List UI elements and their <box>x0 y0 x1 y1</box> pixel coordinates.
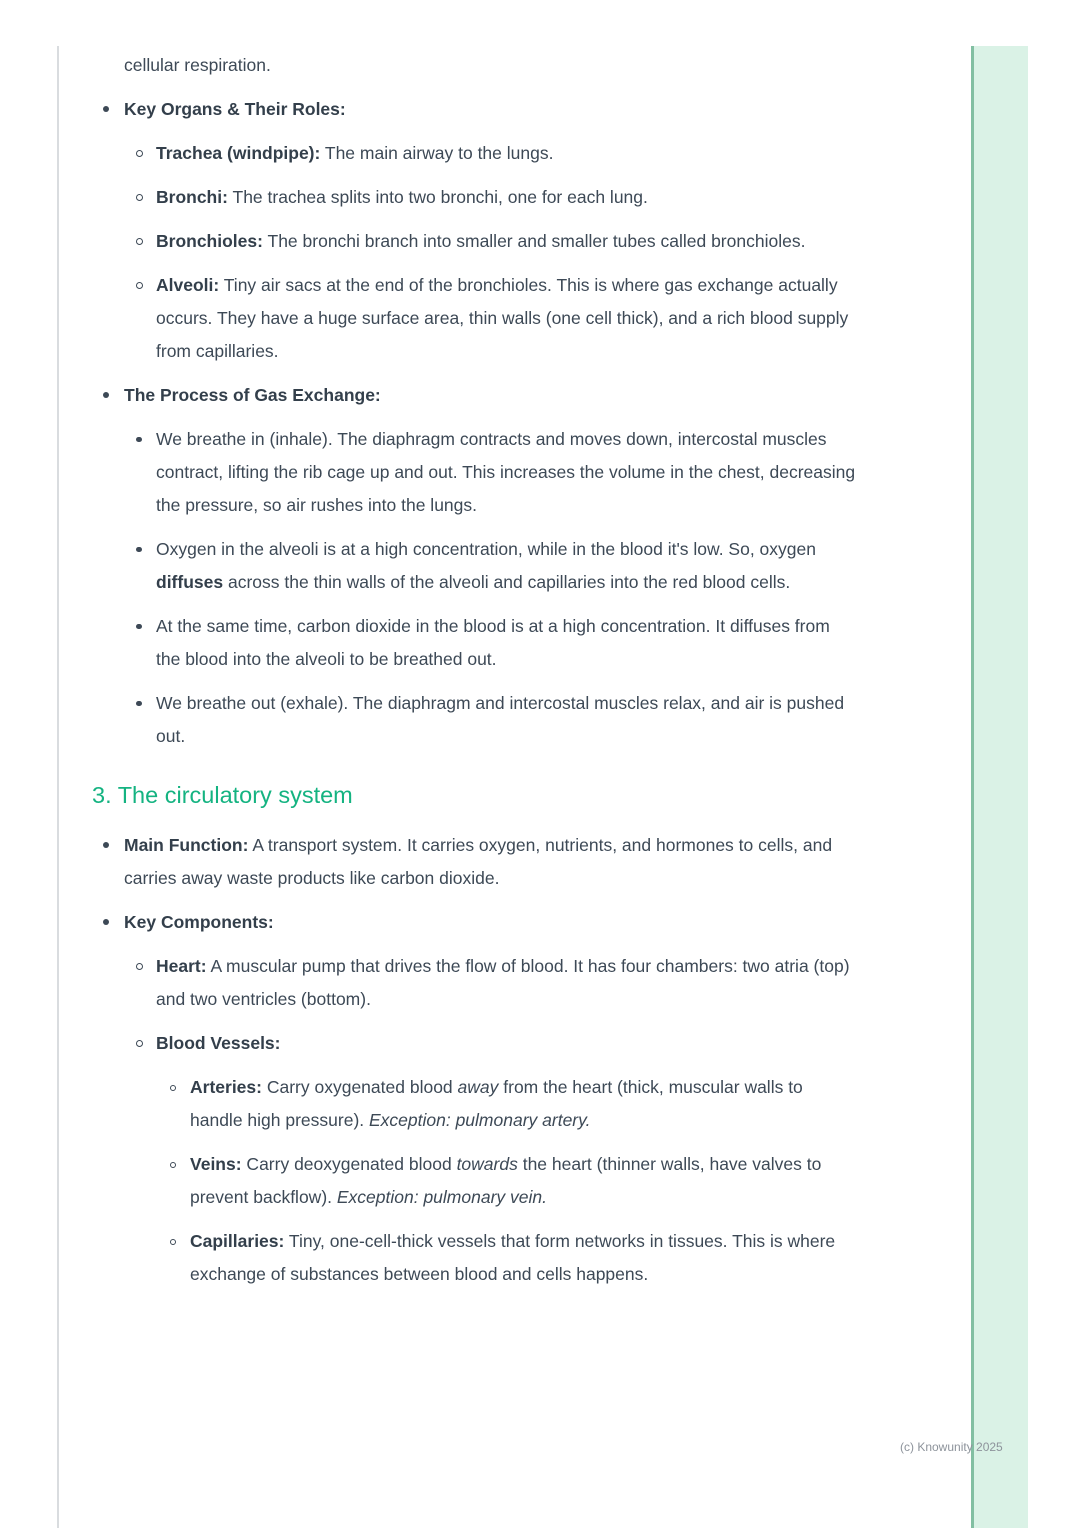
bullet-marker-icon <box>103 392 109 398</box>
text-run: We breathe in (inhale). The diaphragm contracts and moves down, intercostal muscles contract, lifting the rib cage up and out. This increases the volume in the chest, decreasing the pressure, so air rushes into the lungs. <box>156 429 856 515</box>
text-run: Key Components: <box>124 912 274 932</box>
text-run: from the heart (thick, muscular walls to handle high pressure). <box>190 1077 803 1130</box>
text-run: 3. The circulatory system <box>92 782 353 808</box>
text-run: diffuses <box>156 572 224 592</box>
section-heading <box>0 780 1080 810</box>
bullet-marker-icon <box>136 701 142 707</box>
text-run: the heart (thinner walls, have valves to prevent backflow). <box>190 1154 822 1207</box>
text-run: Oxygen in the alveoli is at a high concentration, while in the blood it's low. So, oxygen <box>156 539 816 559</box>
bullet-marker-icon <box>136 1040 143 1047</box>
text-run: Tiny, one-cell-thick vessels that form networks in tissues. This is where exchange of substances between blood and cells happens. <box>190 1231 836 1284</box>
list-item <box>0 1148 1080 1214</box>
bullet-marker-icon <box>103 842 109 848</box>
continuation-line <box>0 49 1080 82</box>
text-run: towards <box>456 1154 518 1174</box>
list-item <box>0 181 1080 214</box>
bullet-marker-icon <box>136 437 142 443</box>
text-run: Blood Vessels: <box>156 1033 281 1053</box>
text-run: The main airway to the lungs. <box>320 143 554 163</box>
text-run: Exception: pulmonary vein. <box>336 1187 547 1207</box>
bullet-marker-icon <box>136 194 143 201</box>
document-content <box>0 49 1080 1302</box>
bullet-marker-icon <box>136 282 143 289</box>
text-run: A muscular pump that drives the flow of blood. It has four chambers: two atria (top) and two ventricles (bottom). <box>156 956 850 1009</box>
list-item <box>0 950 1080 1016</box>
list-item <box>0 829 1080 895</box>
text-run: Exception: pulmonary artery. <box>369 1110 591 1130</box>
bullet-marker-icon <box>136 150 143 157</box>
list-item <box>0 379 1080 412</box>
list-item <box>0 137 1080 170</box>
list-item <box>0 225 1080 258</box>
list-item <box>0 269 1080 368</box>
text-run: Key Organs & Their Roles: <box>124 99 346 119</box>
text-run: Bronchi: <box>156 187 228 207</box>
bullet-marker-icon <box>103 106 109 112</box>
list-item <box>0 1071 1080 1137</box>
text-run: Heart: <box>156 956 207 976</box>
list-item <box>0 906 1080 939</box>
bullet-marker-icon <box>170 1085 176 1091</box>
text-run: Capillaries: <box>190 1231 285 1251</box>
text-run: Arteries: <box>190 1077 262 1097</box>
watermark: (c) Knowunity 2025 <box>900 1440 1003 1454</box>
text-run: Carry deoxygenated blood <box>241 1154 457 1174</box>
text-run: The trachea splits into two bronchi, one for each lung. <box>227 187 648 207</box>
text-run: Main Function: <box>124 835 249 855</box>
bullet-marker-icon <box>136 963 143 970</box>
text-run: Tiny air sacs at the end of the bronchioles. This is where gas exchange actually occurs. They have a huge surface area, thin walls (one cell thick), and a rich blood supply from capillaries. <box>156 275 849 361</box>
text-run: We breathe out (exhale). The diaphragm and intercostal muscles relax, and air is pushed out. <box>156 693 845 746</box>
text-run: The Process of Gas Exchange: <box>124 385 381 405</box>
text-run: A transport system. It carries oxygen, nutrients, and hormones to cells, and carries away waste products like carbon dioxide. <box>124 835 833 888</box>
text-run: Trachea (windpipe): <box>156 143 321 163</box>
text-run: Bronchioles: <box>156 231 263 251</box>
text-run: away <box>457 1077 499 1097</box>
list-item <box>0 1225 1080 1291</box>
text-run: Veins: <box>190 1154 242 1174</box>
bullet-marker-icon <box>103 919 109 925</box>
list-item <box>0 93 1080 126</box>
bullet-marker-icon <box>170 1162 176 1168</box>
text-run: At the same time, carbon dioxide in the blood is at a high concentration. It diffuses from the blood into the alveoli to be breathed out. <box>156 616 830 669</box>
text-run: across the thin walls of the alveoli and capillaries into the red blood cells. <box>223 572 791 592</box>
list-item <box>0 687 1080 753</box>
list-item <box>0 533 1080 599</box>
list-item <box>0 1027 1080 1060</box>
bullet-marker-icon <box>136 624 142 630</box>
text-run: cellular respiration. <box>124 55 271 75</box>
bullet-marker-icon <box>170 1239 176 1245</box>
list-item <box>0 610 1080 676</box>
list-item <box>0 423 1080 522</box>
bullet-marker-icon <box>136 547 142 553</box>
text-run: Alveoli: <box>156 275 220 295</box>
text-run: The bronchi branch into smaller and smaller tubes called bronchioles. <box>262 231 806 251</box>
bullet-marker-icon <box>136 238 143 245</box>
text-run: Carry oxygenated blood <box>261 1077 458 1097</box>
